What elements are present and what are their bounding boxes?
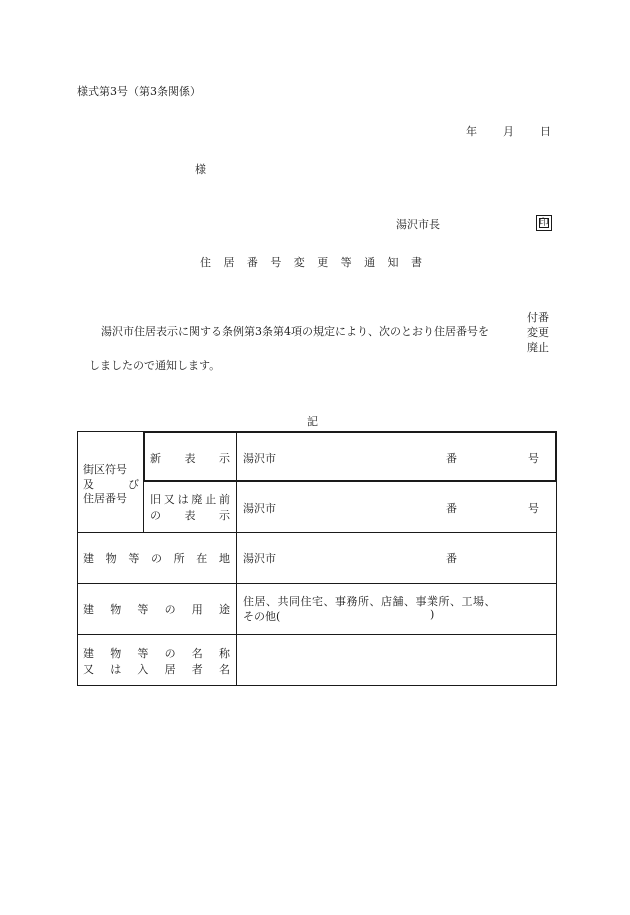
old-display-go: 号 (528, 502, 539, 515)
building-name-label-1: 建 物 等 の 名 称 (83, 647, 230, 660)
title-char: 番 (246, 256, 258, 269)
option-haishi: 廃止 (527, 341, 549, 354)
body-line-2: しましたので通知します。 (89, 359, 221, 372)
option-henkou: 変更 (527, 326, 549, 339)
use-options-other-close: ) (430, 608, 435, 621)
building-name-field[interactable] (243, 645, 553, 681)
date-month: 月 (503, 125, 514, 138)
use-options-line1: 住居、共同住宅、事務所、店舗、事業所、工場、 (243, 595, 496, 608)
ki-label: 記 (307, 415, 318, 428)
new-display-city: 湯沢市 (243, 452, 276, 465)
new-display-ban: 番 (446, 452, 457, 465)
house-number-label: 住居番号 (83, 492, 127, 505)
title-char: 更 (317, 256, 329, 269)
new-display-label: 新 表 示 (150, 452, 230, 465)
building-location-label: 建 物 等 の 所 在 地 (83, 552, 230, 565)
title-char: 号 (270, 256, 282, 269)
addressee-suffix: 様 (195, 163, 206, 176)
title-char: 書 (410, 256, 422, 269)
body-line-1: 湯沢市住居表示に関する条例第3条第4項の規定により、次のとおり住居番号を (101, 325, 489, 338)
seal-stamp (536, 215, 552, 231)
location-city: 湯沢市 (243, 552, 276, 565)
form-number: 様式第3号（第3条関係） (77, 85, 201, 98)
building-use-label: 建 物 等 の 用 途 (83, 603, 230, 616)
old-display-ban: 番 (446, 502, 457, 515)
location-ban: 番 (446, 552, 457, 565)
sender: 湯沢市長 (396, 218, 440, 231)
date-day: 日 (540, 125, 551, 138)
old-display-label-2: の 表 示 (150, 509, 230, 522)
title-char: 知 (387, 256, 399, 269)
title-char: 等 (340, 256, 352, 269)
and-label: 及 び (83, 478, 139, 491)
title-char: 居 (223, 256, 235, 269)
document-title (200, 254, 422, 270)
old-display-label-1: 旧 又 は 廃 止 前 (150, 493, 230, 506)
building-name-label-2: 又 は 入 居 者 名 (83, 663, 230, 676)
old-display-city: 湯沢市 (243, 502, 276, 515)
date-year: 年 (466, 125, 477, 138)
new-display-go: 号 (528, 452, 539, 465)
title-char: 通 (364, 256, 376, 269)
seal-text: 印 (539, 218, 549, 228)
title-char: 変 (293, 256, 305, 269)
block-code-label: 街区符号 (83, 463, 127, 476)
use-options-other: その他( (243, 610, 281, 623)
option-fuban: 付番 (527, 311, 549, 324)
title-char: 住 (200, 256, 211, 269)
